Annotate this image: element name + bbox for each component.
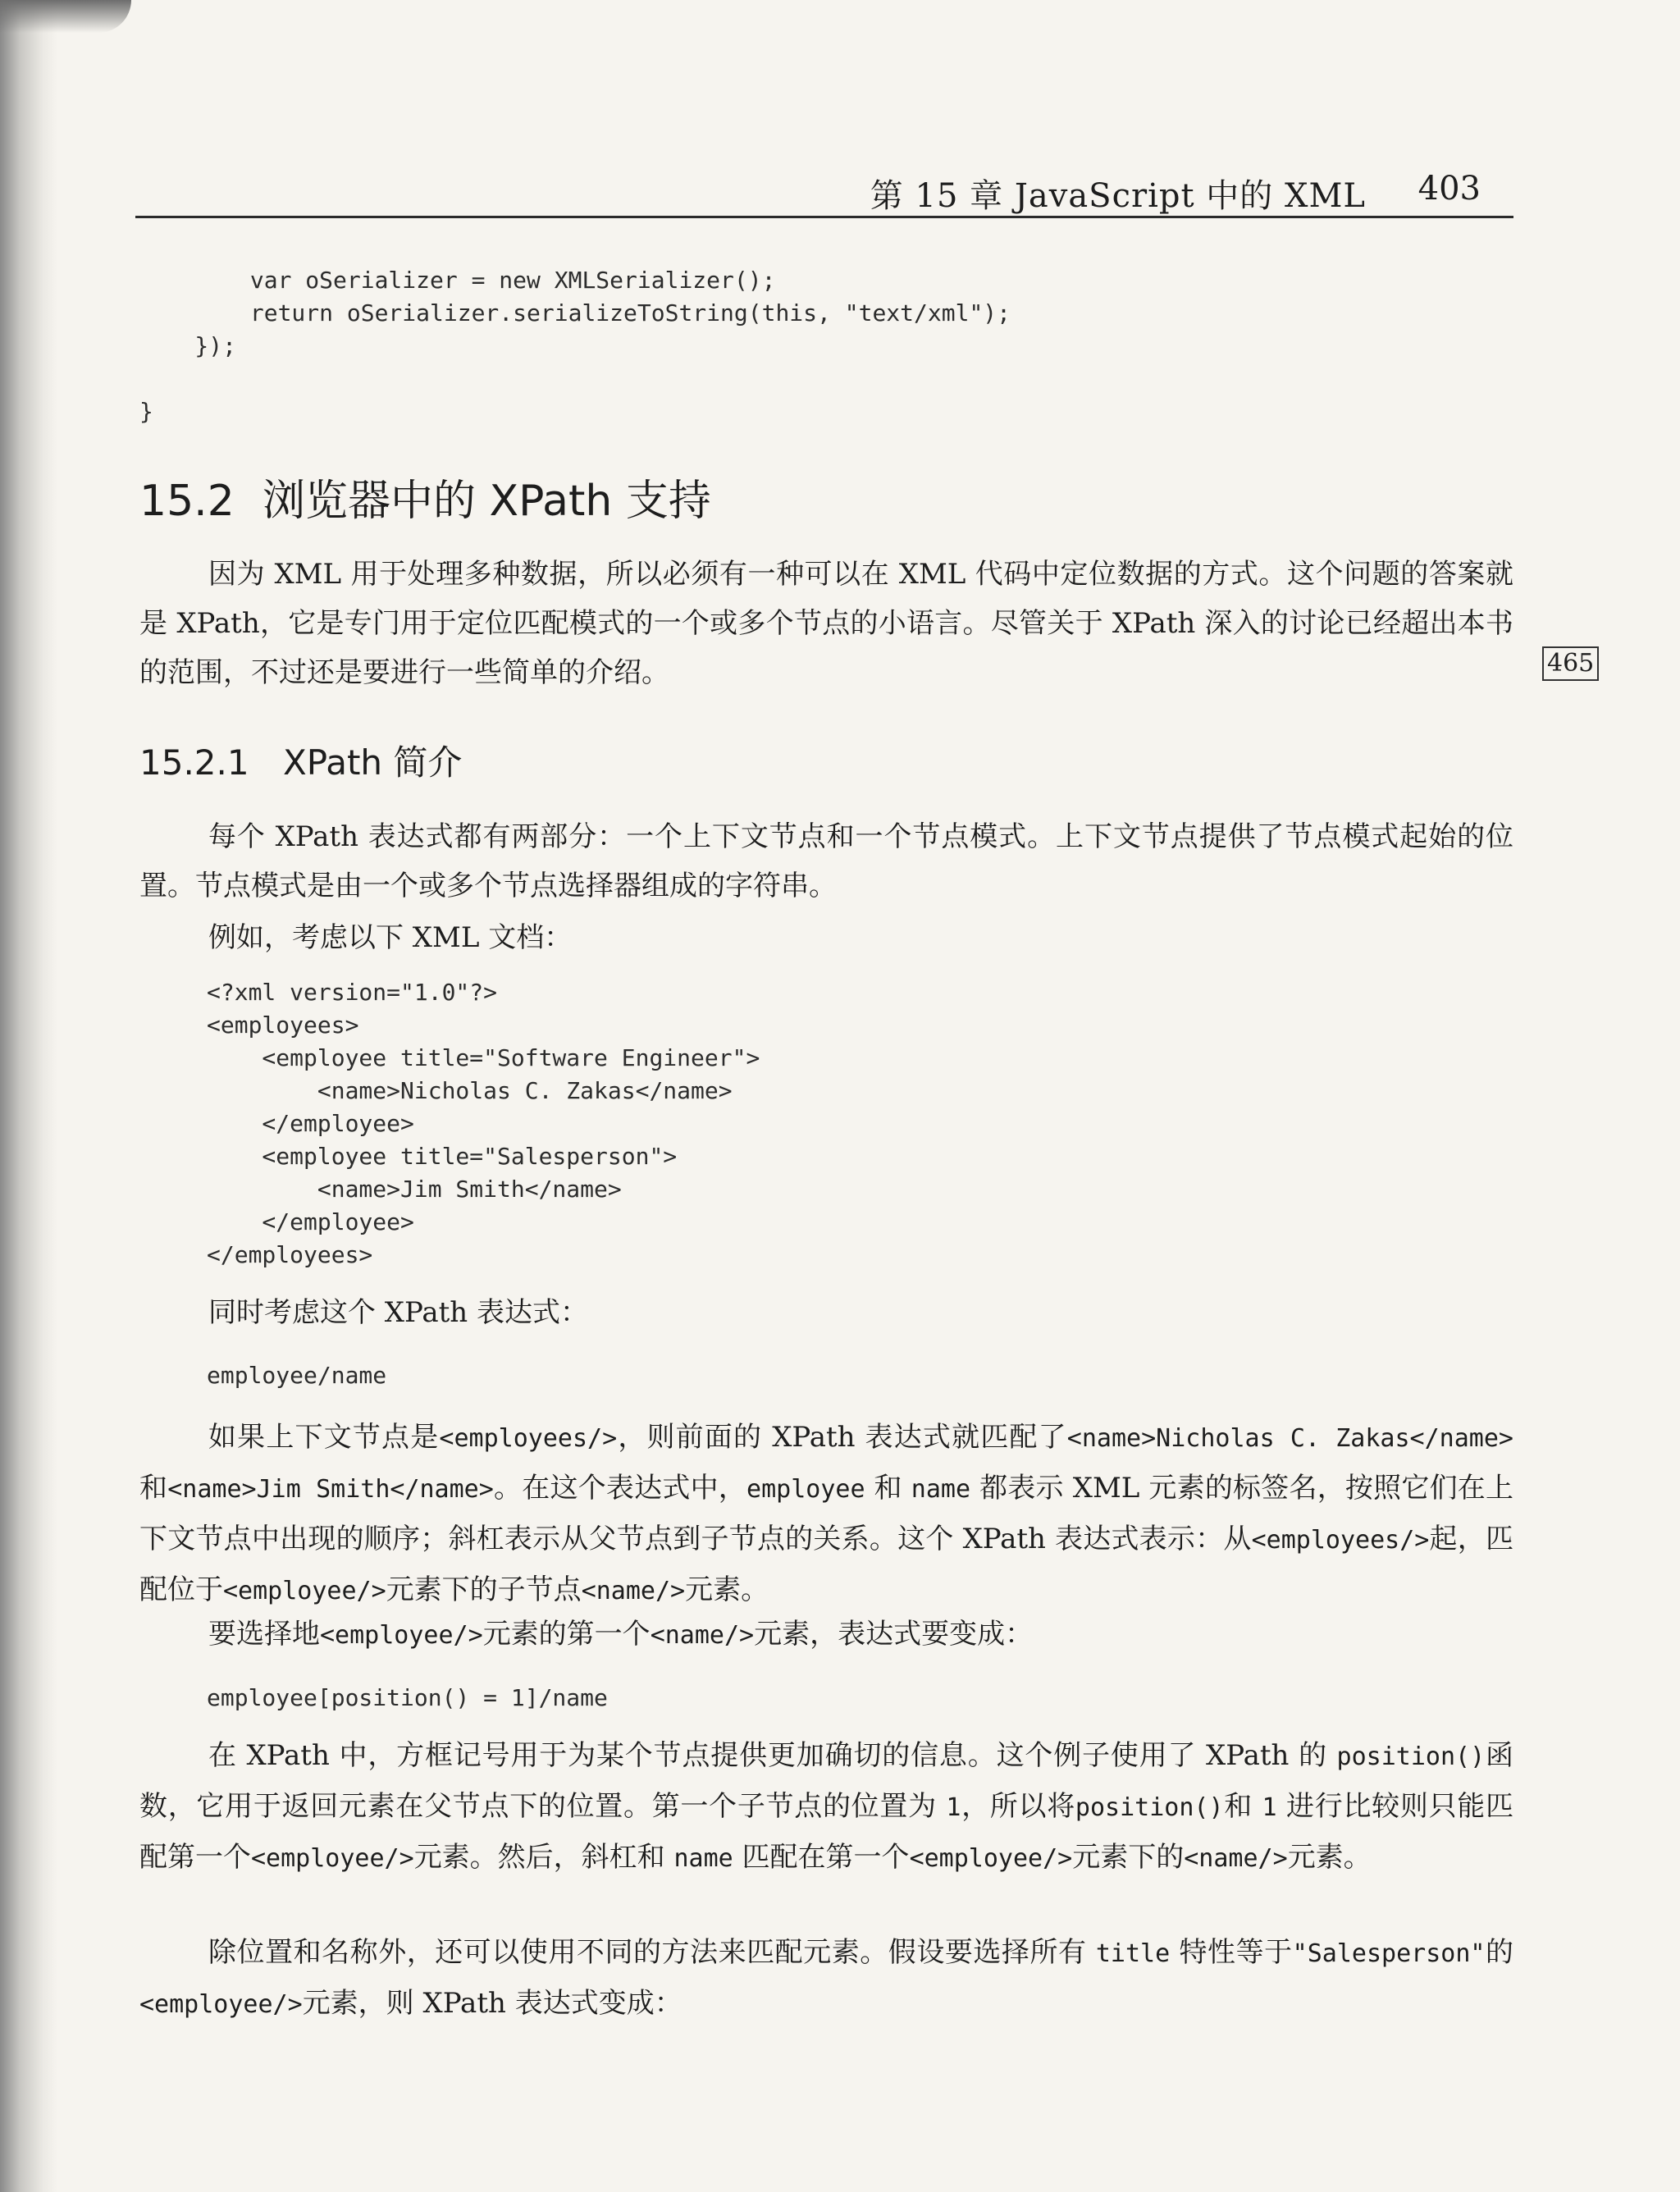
text-run: 的 <box>1485 1936 1514 1969</box>
inline-code: <name>Nicholas C. Zakas</name> <box>1066 1424 1513 1453</box>
text-run: 除位置和名称外，还可以使用不同的方法来匹配元素。假设要选择所有 <box>208 1936 1096 1969</box>
paragraph-1: 每个 XPath 表达式都有两部分：一个上下文节点和一个节点模式。上下文节点提供了节点模式起始的位置。节点模式是由一个或多个节点选择器组成的字符串。 <box>139 820 1513 902</box>
subsection-number: 15.2.1 <box>139 742 249 783</box>
running-header <box>135 168 1513 218</box>
inline-code: <employee/> <box>251 1844 414 1873</box>
text-run: 起，匹配位于 <box>139 1523 1514 1606</box>
page-corner-shadow <box>0 0 131 33</box>
inline-code: 1 <box>1262 1793 1277 1822</box>
inline-code: 1 <box>946 1793 961 1822</box>
paragraph-6 <box>139 1731 1513 1884</box>
inline-code: <name/> <box>650 1621 755 1650</box>
inline-code: name <box>673 1844 733 1873</box>
subsection-title: XPath 简介 <box>283 742 463 783</box>
xml-code-line: </employees> <box>207 1241 373 1268</box>
section-title: 浏览器中的 XPath 支持 <box>262 477 711 526</box>
paragraph-5 <box>139 1610 1513 1660</box>
page-number: 403 <box>1418 170 1481 208</box>
inline-code: <employee/> <box>320 1621 483 1650</box>
xml-code-line: <employee title="Software Engineer"> <box>207 1044 760 1071</box>
text-run: 元素的第一个 <box>482 1618 651 1651</box>
xml-code-line: <employee title="Salesperson"> <box>207 1143 678 1170</box>
code-line: } <box>139 398 153 425</box>
text-run: 进行比较则只能匹配第一个 <box>139 1790 1514 1874</box>
chapter-title: 第 15 章 JavaScript 中的 XML <box>870 177 1366 215</box>
inline-code: <name/> <box>581 1577 686 1605</box>
xpath-expression-1: employee/name <box>207 1362 387 1389</box>
section-heading <box>139 466 711 527</box>
text-run: 和 <box>1223 1790 1262 1823</box>
inline-code: position() <box>1336 1742 1486 1771</box>
text-run: 元素。 <box>685 1573 769 1606</box>
original-page-marker: 465 <box>1542 646 1599 681</box>
xml-code-line: </employee> <box>207 1208 414 1235</box>
inline-code: <name/> <box>1184 1844 1288 1873</box>
code-line: var oSerializer = new XMLSerializer(); <box>139 267 776 294</box>
inline-code: position() <box>1075 1793 1224 1822</box>
text-run: 和 <box>139 1472 168 1505</box>
text-run: 。在这个表达式中， <box>493 1472 747 1505</box>
inline-code: <employees/> <box>1251 1526 1430 1555</box>
code-block-top <box>139 264 1011 428</box>
inline-code: title <box>1095 1939 1171 1968</box>
paragraph-2: 例如，考虑以下 XML 文档： <box>208 921 573 954</box>
section-number: 15.2 <box>139 477 235 526</box>
book-spine-shadow <box>0 0 57 2192</box>
code-line <box>139 363 1011 395</box>
text-run: 元素，则 XPath 表达式变成： <box>302 1987 682 2020</box>
inline-code: <name>Jim Smith</name> <box>167 1475 494 1504</box>
xml-code-line: </employee> <box>207 1110 414 1137</box>
xml-code-line: <employees> <box>207 1012 359 1039</box>
text-run: 如果上下文节点是 <box>208 1421 440 1454</box>
section-intro-paragraph: 因为 XML 用于处理多种数据，所以必须有一种可以在 XML 代码中定位数据的方式。这个问题的答案就是 XPath，它是专门用于定位匹配模式的一个或多个节点的小语言。尽管关于 XPath 深入的讨论已经超出本书的范围，不过还是要进行一些简单的介绍。 <box>139 558 1513 689</box>
text-run: ，所以将 <box>961 1790 1075 1823</box>
text-run: 元素。 <box>1287 1841 1372 1874</box>
inline-code: <employees/> <box>439 1424 618 1453</box>
text-run: 元素下的 <box>1072 1841 1185 1874</box>
paragraph-7 <box>139 1928 1513 2030</box>
text-run: 函数，它用于返回元素在父节点下的位置。第一个子节点的位置为 <box>139 1739 1514 1823</box>
inline-code: <employee/> <box>909 1844 1073 1873</box>
paragraph-3: 同时考虑这个 XPath 表达式： <box>208 1296 589 1329</box>
text-run: 特性等于 <box>1170 1936 1293 1969</box>
text-run: 和 <box>865 1472 911 1505</box>
subsection-heading <box>139 736 462 785</box>
xml-code-block <box>207 976 760 1272</box>
code-line: return oSerializer.serializeToString(this, "text/xml"); <box>139 299 1011 327</box>
inline-code: <employee/> <box>139 1990 303 2019</box>
text-run: 元素。然后，斜杠和 <box>413 1841 674 1874</box>
inline-code: employee <box>746 1475 865 1504</box>
text-run: 元素，表达式要变成： <box>754 1618 1034 1651</box>
text-run: 都表示 XML 元素的标签名，按照它们在上下文节点中出现的顺序；斜杠表示从父节点到子节点的关系。这个 XPath 表达式表示：从 <box>139 1472 1514 1555</box>
xml-code-line: <name>Nicholas C. Zakas</name> <box>207 1077 733 1104</box>
xml-code-line: <?xml version="1.0"?> <box>207 979 498 1006</box>
inline-code: "Salesperson" <box>1292 1939 1486 1968</box>
inline-code: name <box>911 1475 971 1504</box>
code-line: }); <box>139 332 237 359</box>
text-run: 匹配在第一个 <box>733 1841 910 1874</box>
xpath-expression-2: employee[position() = 1]/name <box>207 1684 608 1711</box>
text-run: 要选择地 <box>208 1618 320 1651</box>
inline-code: <employee/> <box>223 1577 386 1605</box>
text-run: 元素下的子节点 <box>386 1573 582 1606</box>
text-run: ，则前面的 XPath 表达式就匹配了 <box>617 1421 1067 1454</box>
xml-code-line: <name>Jim Smith</name> <box>207 1176 622 1203</box>
paragraph-4 <box>139 1413 1513 1616</box>
text-run: 在 XPath 中，方框记号用于为某个节点提供更加确切的信息。这个例子使用了 XPath 的 <box>208 1739 1337 1772</box>
